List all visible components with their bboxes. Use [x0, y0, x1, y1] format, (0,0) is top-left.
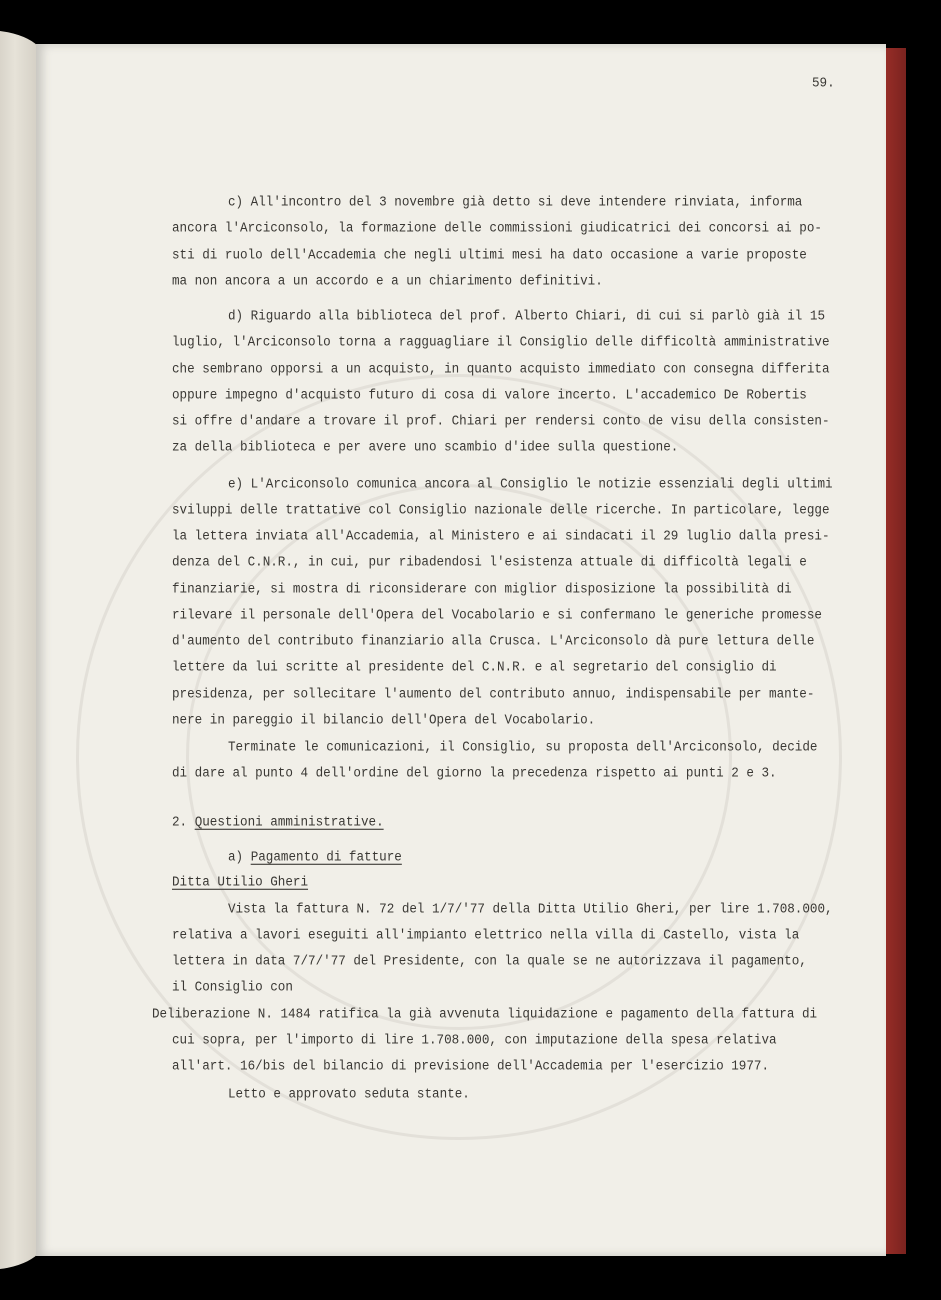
- text-line: c) All'incontro del 3 novembre già detto si deve intendere rinviata, informa: [228, 194, 803, 210]
- text-line: sviluppi delle trattative col Consiglio nazionale delle ricerche. In particolare, legge: [172, 502, 830, 518]
- subsection-title: Pagamento di fatture: [250, 849, 402, 865]
- text-line: d) Riguardo alla biblioteca del prof. Alberto Chiari, di cui si parlò già il 15: [228, 308, 826, 324]
- text-line: e) L'Arciconsolo comunica ancora al Consiglio le notizie essenziali degli ultimi: [228, 476, 833, 492]
- text-line: sti di ruolo dell'Accademia che negli ultimi mesi ha dato occasione a varie proposte: [172, 247, 807, 263]
- text-line: Vista la fattura N. 72 del 1/7/'77 della Ditta Utilio Gheri, per lire 1.708.000,: [228, 901, 833, 917]
- text-line: Deliberazione N. 1484 ratifica la già avvenuta liquidazione e pagamento della fattura di: [152, 1006, 818, 1022]
- text-line: d'aumento del contributo finanziario alla Crusca. L'Arciconsolo dà pure lettura delle: [172, 633, 815, 649]
- text-line: luglio, l'Arciconsolo torna a ragguagliare il Consiglio delle difficoltà amministrative: [172, 334, 830, 350]
- text-line: rilevare il personale dell'Opera del Vocabolario e si confermano le generiche promesse: [172, 607, 822, 623]
- text-line: ma non ancora a un accordo e a un chiarimento definitivi.: [172, 273, 603, 289]
- text-line: che sembrano opporsi a un acquisto, in quanto acquisto immediato con consegna differita: [172, 361, 830, 377]
- text-line: il Consiglio con: [172, 979, 293, 995]
- text-line: lettera in data 7/7/'77 del Presidente, con la quale se ne autorizzava il pagamento,: [172, 953, 807, 969]
- text-line: all'art. 16/bis del bilancio di previsione dell'Accademia per l'esercizio 1977.: [172, 1058, 770, 1074]
- section-number: 2.: [172, 814, 188, 830]
- text-line: relativa a lavori eseguiti all'impianto elettrico nella villa di Castello, vista la: [172, 927, 800, 943]
- text-line: si offre d'andare a trovare il prof. Chiari per rendersi conto de visu della consisten-: [172, 413, 830, 429]
- text-line: denza del C.N.R., in cui, pur ribadendosi l'esistenza attuale di difficoltà legali e: [172, 554, 807, 570]
- text-line: la lettera inviata all'Accademia, al Ministero e ai sindacati il 29 luglio dalla presi-: [172, 528, 830, 544]
- section-title: Questioni amministrative.: [194, 814, 384, 830]
- text-line: finanziarie, si mostra di riconsiderare con miglior disposizione la possibilità di: [172, 581, 792, 597]
- text-line: Terminate le comunicazioni, il Consiglio, su proposta dell'Arciconsolo, decide: [228, 739, 818, 755]
- text-line: ancora l'Arciconsolo, la formazione delle commissioni giudicatrici dei concorsi ai po-: [172, 220, 822, 236]
- text-line: lettere da lui scritte al presidente del C.N.R. e al segretario del consiglio di: [172, 659, 777, 675]
- subsection-heading: [228, 847, 402, 867]
- subsection-letter: a): [228, 849, 244, 865]
- text-line: di dare al punto 4 dell'ordine del giorno la precedenza rispetto ai punti 2 e 3.: [172, 765, 777, 781]
- closing-line: Letto e approvato seduta stante.: [228, 1086, 470, 1102]
- page-number: 59.: [812, 75, 835, 91]
- company-heading: Ditta Utilio Gheri: [172, 874, 309, 890]
- text-line: nere in pareggio il bilancio dell'Opera del Vocabolario.: [172, 712, 596, 728]
- text-line: za della biblioteca e per avere uno scambio d'idee sulla questione.: [172, 439, 679, 455]
- text-line: presidenza, per sollecitare l'aumento del contributo annuo, indispensabile per mante-: [172, 686, 815, 702]
- section-heading: [172, 812, 384, 832]
- text-line: cui sopra, per l'importo di lire 1.708.000, con imputazione della spesa relativa: [172, 1032, 777, 1048]
- text-line: oppure impegno d'acquisto futuro di cosa di valore incerto. L'accademico De Robertis: [172, 387, 807, 403]
